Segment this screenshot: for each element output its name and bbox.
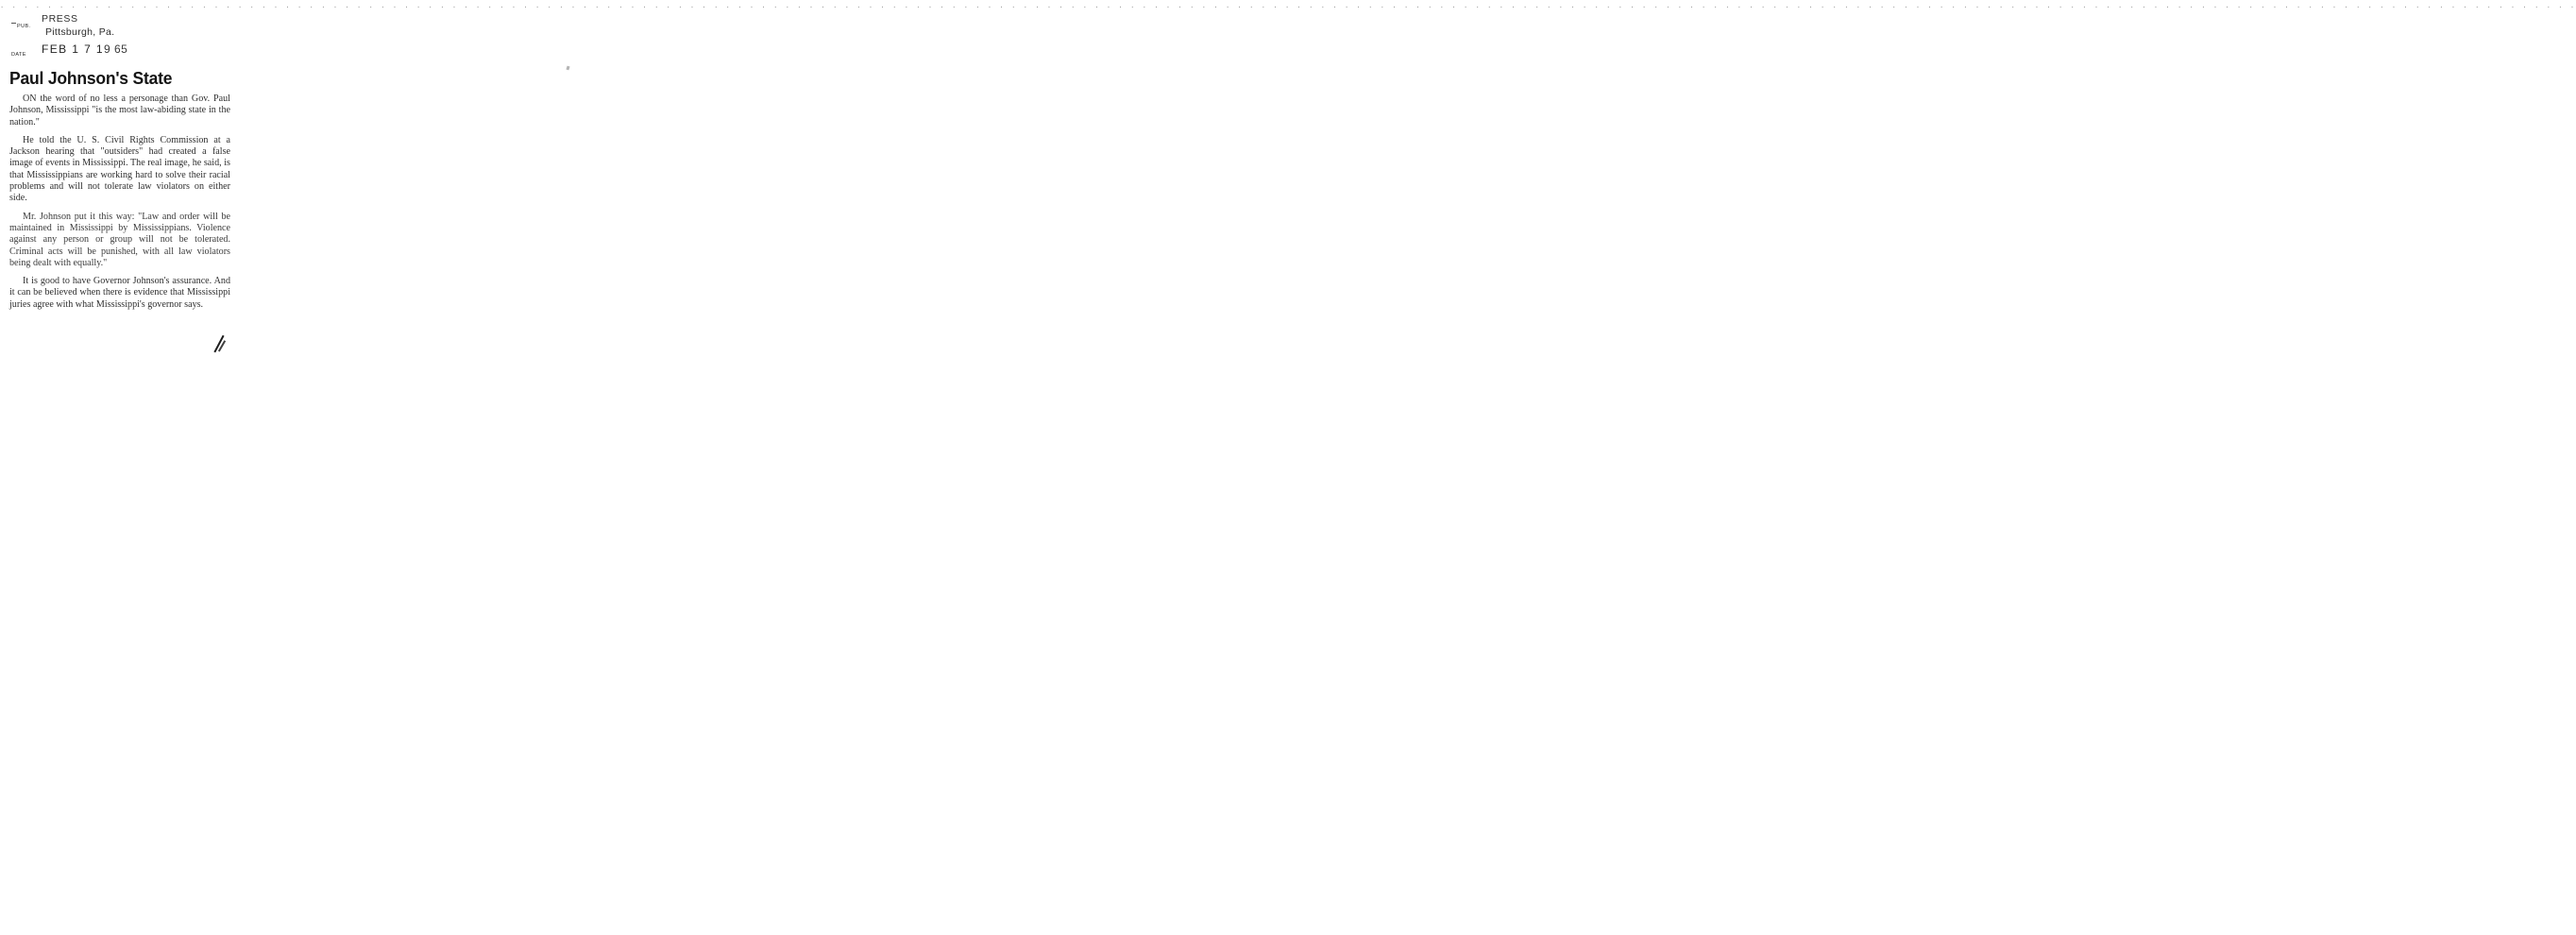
pencil-check-mark-annotation — [210, 334, 230, 355]
stamp-date-label: DATE — [11, 51, 26, 59]
article-body — [9, 94, 230, 311]
article-paragraph: ON the word of no less a personage than Gov. Paul Johnson, Mississippi "is the most law-abiding state in the nation." — [9, 94, 230, 128]
stamp-publication-name: PRESS — [42, 13, 78, 25]
stamp-date-prefix: FEB 1 7 1 — [42, 42, 104, 56]
stamp-date-value — [42, 42, 127, 56]
stamp-pub-label: PUB. — [17, 23, 31, 30]
article-paragraph: Mr. Johnson put it this way: "Law and order will be maintained in Mississippi by Mississippians. Violence against any person or group will not be tolerated. Criminal acts will be punished, with all law violators being dealt with equally." — [9, 211, 230, 268]
stamp-tick-mark — [11, 23, 16, 24]
scan-edge-dots: . . . . . . . . . . . . . . . . . . . . . . . . . . . . . . . . . . . . . . . . . . . . . . . . . . . . . . . . . . . . . . . . . . . . . . . . . . . . . . . . . . . . . . . . . . . . . . . . . . . . . . . . . . . . . . . . . . . . . . . . . . . . . . . . . . . . . . . . . . . . . . . . . . . . . . . . . . . . . . . . . . . . . . . . . . . . . . . . . . . . . . . . . . . . . . . . . . . . . . . . . . . . . . . . . . . . . . . . . — [0, 3, 2576, 10]
stamp-publication-city: Pittsburgh, Pa. — [45, 26, 115, 38]
article-paragraph: He told the U. S. Civil Rights Commission at a Jackson hearing that "outsiders" had created a false image of events in Mississippi. The real image, he said, is that Mississippians are working hard to solve their racial problems and will not tolerate law violators on either side. — [9, 134, 230, 204]
article-headline: Paul Johnson's State — [9, 68, 173, 89]
paper-speck — [566, 66, 569, 71]
library-stamp — [8, 13, 234, 62]
newspaper-clipping — [8, 13, 234, 317]
article-paragraph: It is good to have Governor Johnson's assurance. And it can be believed when there is evidence that Mississippi juries agree with what Mississippi's governor says. — [9, 276, 230, 310]
stamp-date-worn: 9 65 — [103, 42, 128, 56]
